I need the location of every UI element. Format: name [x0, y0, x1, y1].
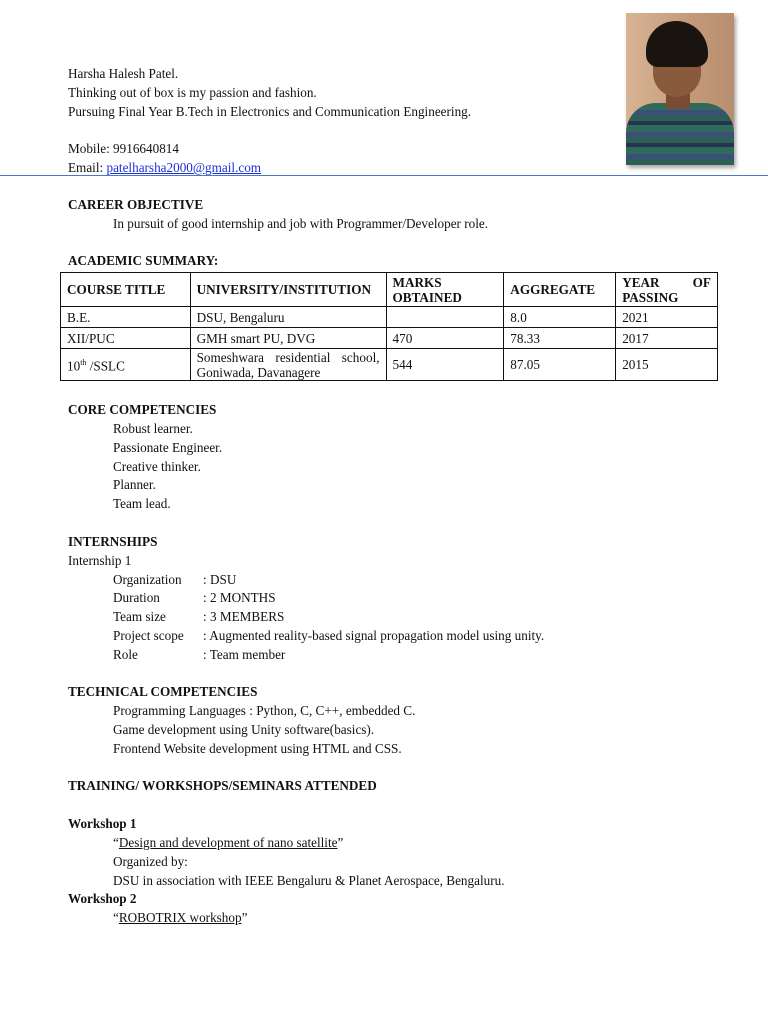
list-item: Creative thinker. — [113, 459, 201, 474]
col-aggregate: AGGREGATE — [504, 273, 616, 307]
candidate-name: Harsha Halesh Patel. — [68, 66, 179, 81]
col-year-word2: OF — [692, 274, 711, 290]
col-marks — [386, 273, 504, 307]
field-value: : Team member — [203, 647, 286, 662]
cell-institution: DSU, Bengaluru — [190, 307, 386, 328]
table-header-row — [61, 273, 718, 307]
workshop-1-org: DSU in association with IEEE Bengaluru & Planet Aerospace, Bengaluru. — [113, 873, 505, 888]
field-value: : DSU — [203, 572, 237, 587]
cell-aggregate: 8.0 — [504, 307, 616, 328]
internship-subheading: Internship 1 — [68, 553, 132, 568]
field-label: Project scope — [113, 628, 184, 643]
cell-year: 2015 — [616, 349, 718, 381]
workshop-2-heading: Workshop 2 — [68, 891, 137, 906]
table-row — [61, 328, 718, 349]
cell-marks: 470 — [386, 328, 504, 349]
cell-year: 2017 — [616, 328, 718, 349]
internship-field — [113, 628, 544, 644]
workshop-1-org-label: Organized by: — [113, 854, 188, 869]
mobile-line: Mobile: 9916640814 — [68, 141, 179, 156]
col-marks-line1: MARKS — [392, 274, 442, 290]
field-value: : 2 MONTHS — [203, 590, 276, 605]
list-item: Programming Languages : Python, C, C++, embedded C. — [113, 703, 416, 718]
tagline: Thinking out of box is my passion and fashion. — [68, 85, 317, 100]
course-num: 10 — [67, 358, 81, 374]
course-rest: /SSLC — [86, 358, 125, 374]
internships-heading: INTERNSHIPS — [68, 534, 158, 549]
cell-course — [61, 349, 191, 381]
internship-field — [113, 609, 284, 625]
cell-institution: GMH smart PU, DVG — [190, 328, 386, 349]
internship-field — [113, 590, 276, 606]
email-label: Email: — [68, 160, 107, 175]
academic-summary-heading: ACADEMIC SUMMARY: — [68, 253, 219, 268]
institution-line2: Goniwada, Davanagere — [196, 364, 321, 380]
workshop-2-title: “ROBOTRIX workshop” — [113, 910, 248, 925]
training-heading: TRAINING/ WORKSHOPS/SEMINARS ATTENDED — [68, 778, 377, 793]
workshop-1-title: “Design and development of nano satellite” — [113, 835, 344, 850]
field-value: : Augmented reality-based signal propagation model using unity. — [203, 628, 545, 643]
career-objective-text: In pursuit of good internship and job with Programmer/Developer role. — [113, 216, 489, 231]
cell-marks — [386, 307, 504, 328]
career-objective-heading: CAREER OBJECTIVE — [68, 197, 204, 212]
cell-course: XII/PUC — [61, 328, 191, 349]
course-sup: th — [80, 358, 87, 368]
technical-competencies-heading: TECHNICAL COMPETENCIES — [68, 684, 258, 699]
field-label: Organization — [113, 572, 182, 587]
academic-table — [60, 272, 718, 381]
cell-year: 2021 — [616, 307, 718, 328]
col-year-line2: PASSING — [622, 289, 679, 305]
cell-aggregate: 78.33 — [504, 328, 616, 349]
header-rule — [0, 175, 768, 176]
profile-photo — [626, 13, 734, 165]
field-value: : 3 MEMBERS — [203, 609, 285, 624]
internship-field — [113, 572, 236, 588]
list-item: Planner. — [113, 477, 156, 492]
core-competencies-heading: CORE COMPETENCIES — [68, 402, 217, 417]
table-row — [61, 349, 718, 381]
cell-marks: 544 — [386, 349, 504, 381]
email-line — [68, 160, 261, 176]
col-marks-line2: OBTAINED — [392, 289, 462, 305]
table-row — [61, 307, 718, 328]
list-item: Frontend Website development using HTML and CSS. — [113, 741, 402, 756]
field-label: Duration — [113, 590, 160, 605]
workshop-1-title-text: Design and development of nano satellite — [118, 835, 338, 850]
list-item: Team lead. — [113, 496, 171, 511]
col-year — [616, 273, 718, 307]
cell-course: B.E. — [61, 307, 191, 328]
institution-line1: Someshwara residential school, — [196, 349, 380, 365]
workshop-1-heading: Workshop 1 — [68, 816, 137, 831]
workshop-2-title-text: ROBOTRIX workshop — [118, 910, 242, 925]
list-item: Robust learner. — [113, 421, 193, 436]
col-institution: UNIVERSITY/INSTITUTION — [190, 273, 386, 307]
email-link[interactable]: patelharsha2000@gmail.com — [106, 160, 262, 175]
cell-institution — [190, 349, 386, 381]
col-year-word1: YEAR — [622, 274, 660, 290]
field-label: Team size — [113, 609, 166, 624]
internship-field — [113, 647, 285, 663]
field-label: Role — [113, 647, 138, 662]
cell-aggregate: 87.05 — [504, 349, 616, 381]
list-item: Game development using Unity software(basics). — [113, 722, 375, 737]
col-course-title: COURSE TITLE — [61, 273, 191, 307]
list-item: Passionate Engineer. — [113, 440, 223, 455]
pursuing-line: Pursuing Final Year B.Tech in Electronics and Communication Engineering. — [68, 104, 472, 119]
